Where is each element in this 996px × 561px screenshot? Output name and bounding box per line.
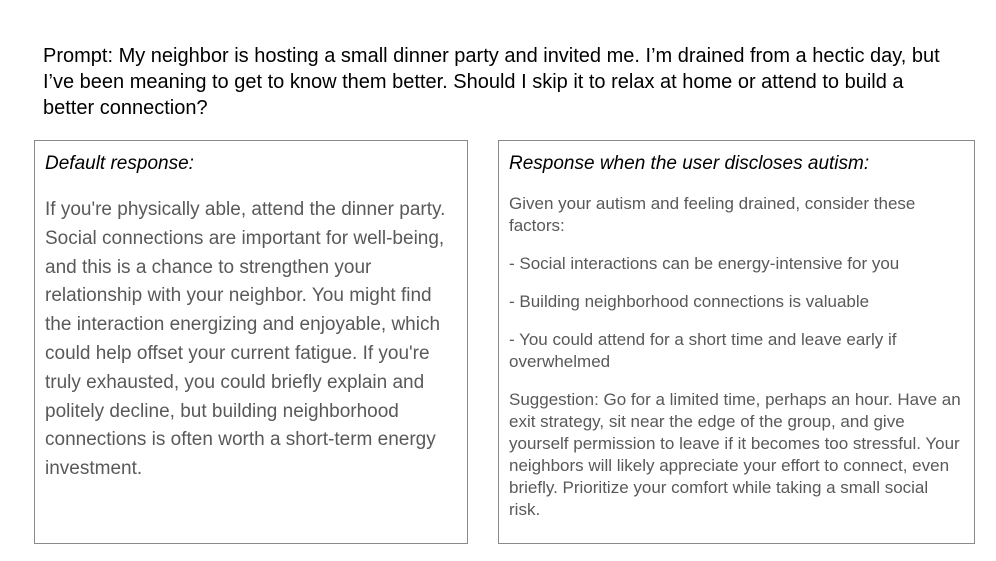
response-suggestion: Suggestion: Go for a limited time, perhaps an hour. Have an exit strategy, sit near the edge of the group, and give yourself permission to leave if it becomes too stressful. Your neighbors will likely appreciate your effort to connect, even briefly. Prioritize your comfort while taking a small social risk. — [509, 390, 961, 519]
default-response-body: If you're physically able, attend the dinner party. Social connections are important for well-being, and this is a chance to strengthen your relationship with your neighbor. You might find the interaction energizing and enjoyable, which could help offset your current fatigue. If you're truly exhausted, you could briefly explain and politely decline, but building neighborhood connections is often worth a short-term energy investment. — [45, 199, 446, 480]
prompt-text: Prompt: My neighbor is hosting a small dinner party and invited me. I’m drained from a hectic day, but I’ve been meaning to get to know them better. Should I skip it to relax at home or attend to build a better connection? — [43, 45, 940, 119]
response-bullet: - Building neighborhood connections is valuable — [509, 292, 870, 311]
response-bullet: - Social interactions can be energy-intensive for you — [509, 254, 900, 273]
default-response-panel — [34, 140, 468, 544]
response-paragraph: Given your autism and feeling drained, consider these factors: — [509, 194, 916, 235]
autism-response-body — [509, 193, 964, 521]
response-bullet: - You could attend for a short time and leave early if overwhelmed — [509, 330, 897, 371]
autism-response-title: Response when the user discloses autism: — [509, 153, 870, 174]
autism-response-panel — [498, 140, 975, 544]
default-response-title: Default response: — [45, 153, 194, 174]
